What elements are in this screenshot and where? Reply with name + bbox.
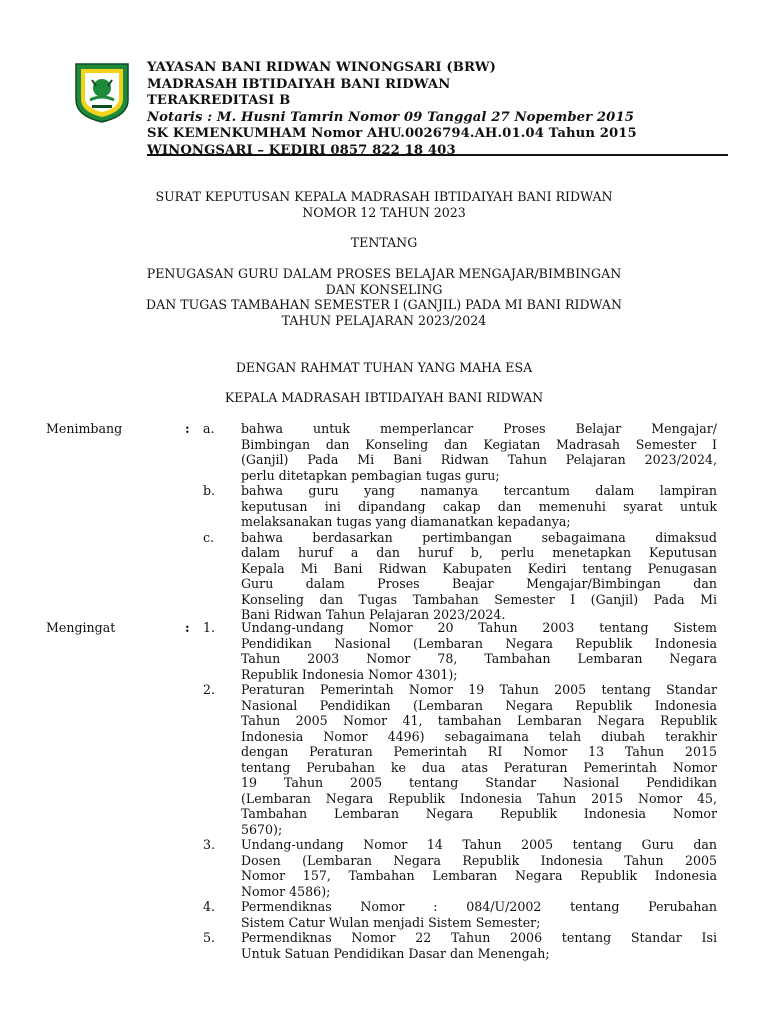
item-marker: 2. xyxy=(203,682,216,697)
text-line: bahwa berdasarkan pertimbangan sebagaimana dimaksud xyxy=(241,529,717,545)
letterhead xyxy=(70,58,730,158)
mengingat-item-1 xyxy=(46,620,722,682)
item-marker: c. xyxy=(203,529,215,545)
text-line: Dosen (Lembaran Negara Republik Indonesia Tahun 2005 xyxy=(241,852,717,868)
text-line: Konseling dan Tugas Tambahan Semester I (Ganjil) Pada Mi xyxy=(241,591,717,607)
text-line: tentang Perubahan ke dua atas Peraturan Pemerintah Nomor xyxy=(241,759,717,775)
mengingat-label: Mengingat xyxy=(46,620,116,635)
item-text xyxy=(241,837,717,899)
tentang-heading: TENTANG xyxy=(350,235,418,250)
text-line: Tahun 2003 Nomor 78, Tambahan Lembaran Negara xyxy=(241,651,717,666)
menimbang-section xyxy=(46,421,722,623)
mengingat-section xyxy=(46,620,722,961)
kepala-line: KEPALA MADRASAH IBTIDAIYAH BANI RIDWAN xyxy=(224,390,544,405)
mengingat-item-4 xyxy=(46,899,722,930)
subject-line: DAN TUGAS TAMBAHAN SEMESTER I (GANJIL) PADA MI BANI RIDWAN xyxy=(146,297,622,312)
text-line: 5670); xyxy=(241,821,283,837)
item-marker: 1. xyxy=(203,620,216,635)
item-text xyxy=(241,682,717,837)
text-line: melaksanakan tugas yang diamanatkan kepadanya; xyxy=(241,514,571,529)
item-marker: a. xyxy=(203,421,215,436)
text-line: bahwa guru yang namanya tercantum dalam lampiran xyxy=(241,483,717,498)
text-line: (Ganjil) Pada Mi Bani Ridwan Tahun Pelajaran 2023/2024, xyxy=(241,452,717,467)
menimbang-colon: : xyxy=(185,421,190,436)
foundation-name: YAYASAN BANI RIDWAN WINONGSARI (BRW) xyxy=(147,60,496,75)
item-text xyxy=(241,930,717,961)
item-text xyxy=(241,421,717,483)
text-line: dengan Peraturan Pemerintah RI Nomor 13 Tahun 2015 xyxy=(241,744,717,759)
text-line: Permendiknas Nomor : 084/U/2002 tentang Perubahan xyxy=(241,899,717,914)
decree-subject xyxy=(60,266,708,328)
item-marker: 5. xyxy=(203,930,216,945)
menimbang-item-c xyxy=(46,530,722,623)
mengingat-item-2 xyxy=(46,682,722,837)
rahmat-line: DENGAN RAHMAT TUHAN YANG MAHA ESA xyxy=(235,360,533,375)
text-line: 19 Tahun 2005 tentang Standar Nasional Pendidikan xyxy=(241,775,717,790)
text-line: Republik Indonesia Nomor 4301); xyxy=(241,666,458,682)
mengingat-colon: : xyxy=(185,620,190,635)
text-line: Indonesia Nomor 4496) sebagaimana telah diubah terakhir xyxy=(241,728,717,744)
text-line: dalam huruf a dan huruf b, perlu menetapkan Keputusan xyxy=(241,545,717,560)
text-line: Nomor 157, Tambahan Lembaran Negara Republik Indonesia xyxy=(241,868,717,883)
menimbang-item-a xyxy=(46,421,722,483)
text-line: Undang-undang Nomor 14 Tahun 2005 tentang Guru dan xyxy=(241,837,717,852)
mengingat-item-3 xyxy=(46,837,722,899)
item-text xyxy=(241,899,717,930)
decree-title xyxy=(60,189,708,220)
text-line: Pendidikan Nasional (Lembaran Negara Republik Indonesia xyxy=(241,635,717,651)
text-line: Nomor 4586); xyxy=(241,883,331,899)
subject-line: DAN KONSELING xyxy=(325,281,443,297)
item-text xyxy=(241,530,717,623)
subject-line: PENUGASAN GURU DALAM PROSES BELAJAR MENGAJAR/BIMBINGAN xyxy=(146,266,622,281)
text-line: Tahun 2005 Nomor 41, tambahan Lembaran Negara Republik xyxy=(241,713,717,728)
notary-info: Notaris : M. Husni Tamrin Nomor 09 Tanggal 27 Nopember 2015 xyxy=(147,109,635,125)
text-line: bahwa untuk memperlancar Proses Belajar Mengajar/ xyxy=(241,421,717,436)
menimbang-item-b xyxy=(46,483,722,530)
decree-title-line: SURAT KEPUTUSAN KEPALA MADRASAH IBTIDAIYAH BANI RIDWAN xyxy=(155,189,613,204)
text-line: Undang-undang Nomor 20 Tahun 2003 tentang Sistem xyxy=(241,620,717,635)
menimbang-label: Menimbang xyxy=(46,421,123,436)
item-marker: 3. xyxy=(203,837,216,852)
item-text xyxy=(241,483,717,530)
text-line: Kepala Mi Bani Ridwan Kabupaten Kediri tentang Penugasan xyxy=(241,560,717,576)
decree-number: NOMOR 12 TAHUN 2023 xyxy=(302,204,466,220)
item-text xyxy=(241,620,717,682)
text-line: Bimbingan dan Konseling dan Kegiatan Madrasah Semester I xyxy=(241,436,717,452)
madrasah-logo-icon xyxy=(70,60,134,124)
text-line: Bani Ridwan Tahun Pelajaran 2023/2024. xyxy=(241,607,506,622)
text-line: Nasional Pendidikan (Lembaran Negara Republik Indonesia xyxy=(241,697,717,713)
letterhead-text xyxy=(147,60,732,160)
text-line: Sistem Catur Wulan menjadi Sistem Semester; xyxy=(241,914,541,930)
letterhead-divider xyxy=(147,154,728,156)
text-line: Untuk Satuan Pendidikan Dasar dan Menengah; xyxy=(241,945,550,961)
text-line: Permendiknas Nomor 22 Tahun 2006 tentang Standar Isi xyxy=(241,930,717,945)
madrasah-name: MADRASAH IBTIDAIYAH BANI RIDWAN xyxy=(147,76,451,92)
mengingat-item-5 xyxy=(46,930,722,961)
item-marker: b. xyxy=(203,483,216,498)
item-marker: 4. xyxy=(203,899,216,914)
text-line: perlu ditetapkan pembagian tugas guru; xyxy=(241,467,500,483)
text-line: Peraturan Pemerintah Nomor 19 Tahun 2005 tentang Standar xyxy=(241,682,717,697)
subject-line: TAHUN PELAJARAN 2023/2024 xyxy=(281,312,487,328)
text-line: (Lembaran Negara Republik Indonesia Tahun 2015 Nomor 45, xyxy=(241,790,717,806)
accreditation: TERAKREDITASI B xyxy=(147,93,291,109)
address-phone: WINONGSARI – KEDIRI 0857 822 18 403 xyxy=(147,142,456,158)
text-line: keputusan ini dipandang cakap dan memenuhi syarat untuk xyxy=(241,498,717,514)
sk-kemenkumham: SK KEMENKUMHAM Nomor AHU.0026794.AH.01.04 Tahun 2015 xyxy=(147,126,637,142)
text-line: Tambahan Lembaran Negara Republik Indonesia Nomor xyxy=(241,806,717,821)
text-line: Guru dalam Proses Beajar Mengajar/Bimbingan dan xyxy=(241,576,717,591)
